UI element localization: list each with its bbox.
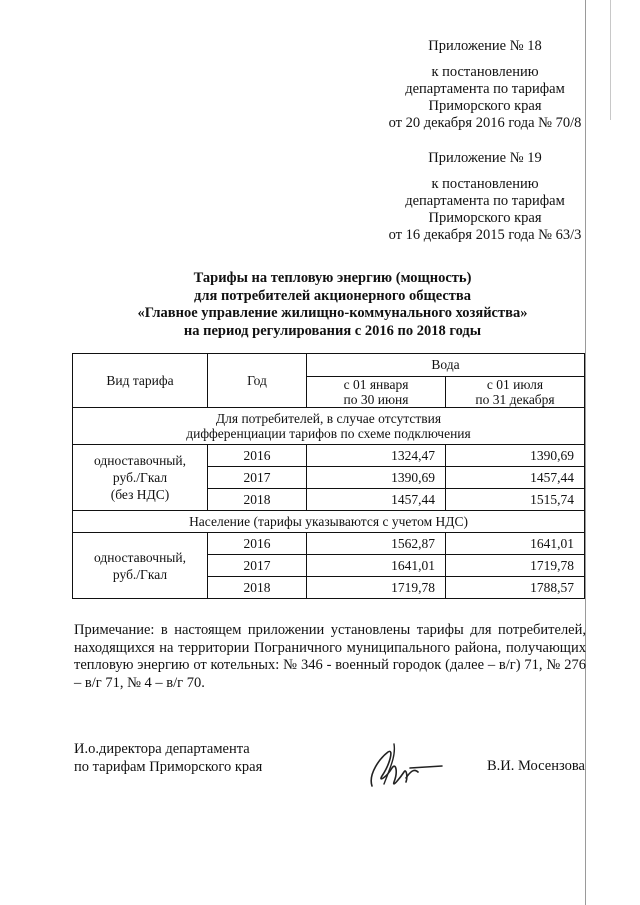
signatory-name: В.И. Мосензова	[487, 758, 585, 774]
year-cell: 2017	[208, 555, 307, 577]
appendix-18-line4: от 20 декабря 2016 года № 70/8	[388, 115, 582, 131]
header-period-2-from: с 01 июля	[486, 377, 544, 392]
group-2-title: Население (тарифы указываются с учетом НДС)	[73, 511, 585, 533]
heading-line1: Тарифы на тепловую энергию (мощность)	[193, 270, 472, 286]
signatory-position-line1: И.о.директора департамента	[74, 741, 250, 757]
scan-edge-line-faint	[610, 0, 611, 120]
group-1-label-line1: одноставочный,	[94, 453, 186, 468]
handwritten-signature	[360, 738, 450, 798]
appendix-18-title: Приложение № 18	[428, 38, 542, 54]
tariff-table	[72, 353, 585, 599]
group-1-title-line1: Для потребителей, в случае отсутствия	[215, 411, 442, 426]
value-cell: 1324,47	[307, 445, 446, 467]
appendix-18-line1: к постановлению	[431, 64, 539, 80]
value-cell: 1457,44	[446, 467, 585, 489]
year-cell: 2018	[208, 577, 307, 599]
appendix-19-line2: департамента по тарифам	[405, 193, 565, 209]
table-row	[73, 533, 585, 555]
header-period-2-to: по 31 декабря	[475, 392, 555, 407]
value-cell: 1788,57	[446, 577, 585, 599]
header-period-1-from: с 01 января	[343, 377, 409, 392]
value-cell: 1390,69	[307, 467, 446, 489]
appendix-18-line3: Приморского края	[428, 98, 542, 114]
header-water: Вода	[307, 354, 585, 377]
appendix-19-line1: к постановлению	[431, 176, 539, 192]
appendix-19-line3: Приморского края	[428, 210, 542, 226]
heading-line3: «Главное управление жилищно-коммунального хозяйства»	[137, 305, 528, 321]
value-cell: 1515,74	[446, 489, 585, 511]
year-cell: 2018	[208, 489, 307, 511]
value-cell: 1390,69	[446, 445, 585, 467]
header-period-1-to: по 30 июня	[343, 392, 409, 407]
group-1-label-line2: руб./Гкал	[112, 470, 168, 485]
appendix-19-line4: от 16 декабря 2015 года № 63/3	[388, 227, 582, 243]
value-cell: 1562,87	[307, 533, 446, 555]
header-year: Год	[208, 354, 307, 408]
heading-line4: на период регулирования с 2016 по 2018 годы	[183, 322, 482, 339]
value-cell: 1719,78	[307, 577, 446, 599]
signatory-position-line2: по тарифам Приморского края	[74, 759, 263, 775]
group-2-label-line2: руб./Гкал	[112, 566, 168, 582]
year-cell: 2017	[208, 467, 307, 489]
signatory-position	[74, 740, 262, 776]
year-cell: 2016	[208, 445, 307, 467]
value-cell: 1457,44	[307, 489, 446, 511]
group-1-title-line2: дифференциации тарифов по схеме подключения	[186, 426, 471, 441]
appendix-19-title: Приложение № 19	[428, 150, 542, 166]
document-heading	[80, 270, 585, 340]
group-1-title	[73, 408, 585, 445]
value-cell: 1641,01	[307, 555, 446, 577]
group-1-label-line3: (без НДС)	[110, 487, 170, 502]
group-1-tariff-label	[73, 445, 208, 511]
table-row	[73, 445, 585, 467]
year-cell: 2016	[208, 533, 307, 555]
note-paragraph: Примечание: в настоящем приложении установлены тарифы для потребителей, находящихся на территории Пограничного муниципального района, получающих тепловую энергию от котельных: № 346 - военный городок (далее – в/г) 71, № 276 – в/г 71, № 4 – в/г 70.	[74, 622, 586, 691]
value-cell: 1719,78	[446, 555, 585, 577]
header-tariff-type: Вид тарифа	[73, 354, 208, 408]
appendix-18-block	[380, 38, 590, 132]
heading-line2: для потребителей акционерного общества	[194, 287, 471, 304]
scan-edge-line	[585, 0, 586, 905]
appendix-18-line2: департамента по тарифам	[405, 81, 565, 97]
appendix-19-block	[380, 150, 590, 244]
header-period-1	[307, 377, 446, 408]
header-period-2	[446, 377, 585, 408]
group-2-tariff-label	[73, 533, 208, 599]
group-2-label-line1: одноставочный,	[94, 549, 186, 565]
value-cell: 1641,01	[446, 533, 585, 555]
